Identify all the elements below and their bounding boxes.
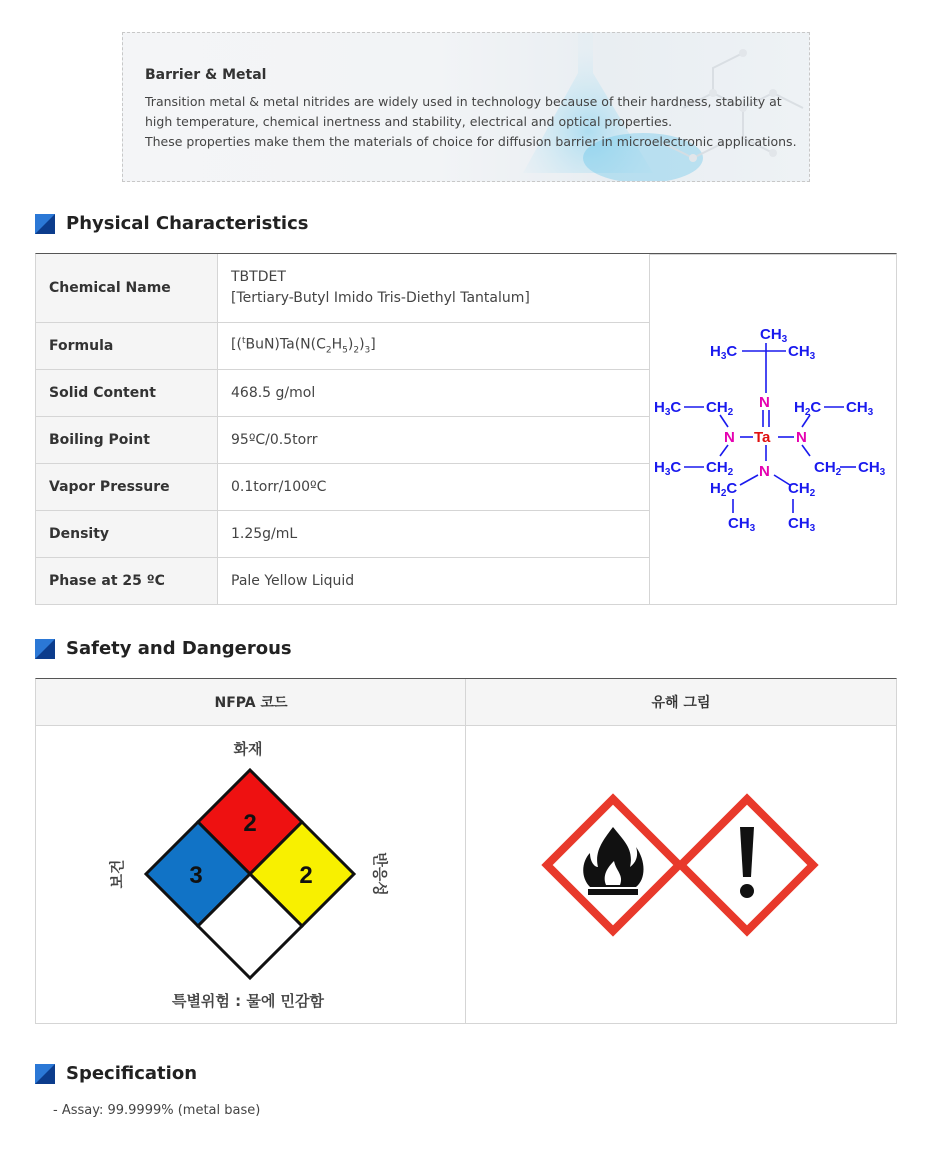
svg-text:Ta: Ta — [754, 429, 771, 446]
table-row — [36, 511, 650, 558]
svg-text:CH2: $CH_2$ — [788, 480, 816, 499]
banner-title: Barrier & Metal — [145, 67, 267, 83]
row-label: Vapor Pressure — [36, 464, 218, 510]
column-header-pictogram: 유해 그림 — [466, 679, 896, 726]
svg-text:CH3: $CH_3$ — [788, 343, 816, 362]
banner-line: Transition metal & metal nitrides are widely used in technology because of their hardness, stability at — [145, 94, 782, 109]
flame-icon — [547, 799, 679, 931]
svg-text:H3C: $H_3C$ — [710, 343, 738, 362]
chemical-name-short: TBTDET — [231, 269, 286, 285]
banner-line: These properties make them the materials of choice for diffusion barrier in microelectronic applications. — [145, 134, 797, 149]
exclamation-icon — [681, 799, 813, 931]
nfpa-reactivity-label: 반응성 — [371, 852, 389, 896]
svg-text:H3C: $H_3C$ — [654, 459, 682, 478]
table-row — [36, 417, 650, 464]
nfpa-health-value: 3 — [189, 862, 203, 889]
table-row — [36, 254, 650, 323]
svg-text:CH2: $CH_2$ — [706, 399, 734, 418]
tbtdet-structure-diagram — [650, 255, 896, 605]
row-label: Formula — [36, 323, 218, 369]
intro-banner — [122, 32, 810, 182]
row-label: Chemical Name — [36, 254, 218, 322]
table-row — [36, 558, 650, 604]
svg-text:N: N — [759, 463, 770, 480]
nfpa-fire-value: 2 — [243, 810, 257, 837]
section-header-physical — [35, 213, 308, 234]
section-title: Physical Characteristics — [66, 213, 309, 234]
svg-text:N: N — [724, 429, 735, 446]
formula-value: $[(^tBuN)Ta(N(C_2H_5)_2)_3]$ — [231, 335, 376, 356]
section-header-safety — [35, 638, 292, 659]
svg-text:N: N — [759, 394, 770, 411]
row-value: Pale Yellow Liquid — [231, 572, 355, 589]
row-label: Density — [36, 511, 218, 557]
svg-text:CH3: $CH_3$ — [846, 399, 874, 418]
section-square-icon — [35, 1064, 55, 1084]
table-row — [36, 323, 650, 370]
row-value: 0.1torr/100ºC — [231, 478, 327, 495]
nfpa-reactivity-value: 2 — [299, 862, 313, 889]
nfpa-fire-label: 화재 — [233, 740, 263, 758]
ghs-pictograms — [466, 727, 896, 1023]
chemical-structure-image — [649, 254, 896, 604]
svg-text:CH3: $CH_3$ — [728, 515, 756, 534]
row-label: Phase at 25 ºC — [36, 558, 218, 604]
banner-description — [145, 92, 805, 152]
section-header-specification — [35, 1063, 197, 1084]
svg-text:CH3: $CH_3$ — [788, 515, 816, 534]
row-label: Boiling Point — [36, 417, 218, 463]
row-label: Solid Content — [36, 370, 218, 416]
svg-text:H3C: $H_3C$ — [654, 399, 682, 418]
svg-text:CH3: $CH_3$ — [760, 326, 788, 345]
section-title: Safety and Dangerous — [66, 638, 292, 659]
chemical-name-full: [Tertiary-Butyl Imido Tris-Diethyl Tantalum] — [231, 290, 530, 306]
safety-table — [35, 678, 897, 1024]
svg-text:CH2: $CH_2$ — [814, 459, 842, 478]
spec-item: - Assay: 99.9999% (metal base) — [53, 1103, 261, 1118]
svg-text:CH2: $CH_2$ — [706, 459, 734, 478]
nfpa-diamond — [36, 727, 465, 1023]
section-title: Specification — [66, 1063, 198, 1084]
section-square-icon — [35, 639, 55, 659]
nfpa-special-label: 특별위험 : 물에 민감함 — [171, 992, 325, 1010]
svg-text:N: N — [796, 429, 807, 446]
physical-characteristics-table — [35, 253, 897, 605]
banner-line: high temperature, chemical inertness and stability, electrical and optical properties. — [145, 114, 673, 129]
svg-text:H2C: $H_2C$ — [710, 480, 738, 499]
row-value: 95ºC/0.5torr — [231, 431, 318, 448]
table-row — [36, 370, 650, 417]
row-value — [218, 254, 650, 322]
row-value: 468.5 g/mol — [231, 384, 316, 401]
table-row — [36, 464, 650, 511]
section-square-icon — [35, 214, 55, 234]
column-header-nfpa: NFPA 코드 — [36, 679, 466, 726]
svg-text:CH3: $CH_3$ — [858, 459, 886, 478]
svg-text:H2C: $H_2C$ — [794, 399, 822, 418]
row-value: 1.25g/mL — [231, 525, 298, 542]
nfpa-health-label: 보건 — [108, 859, 126, 889]
